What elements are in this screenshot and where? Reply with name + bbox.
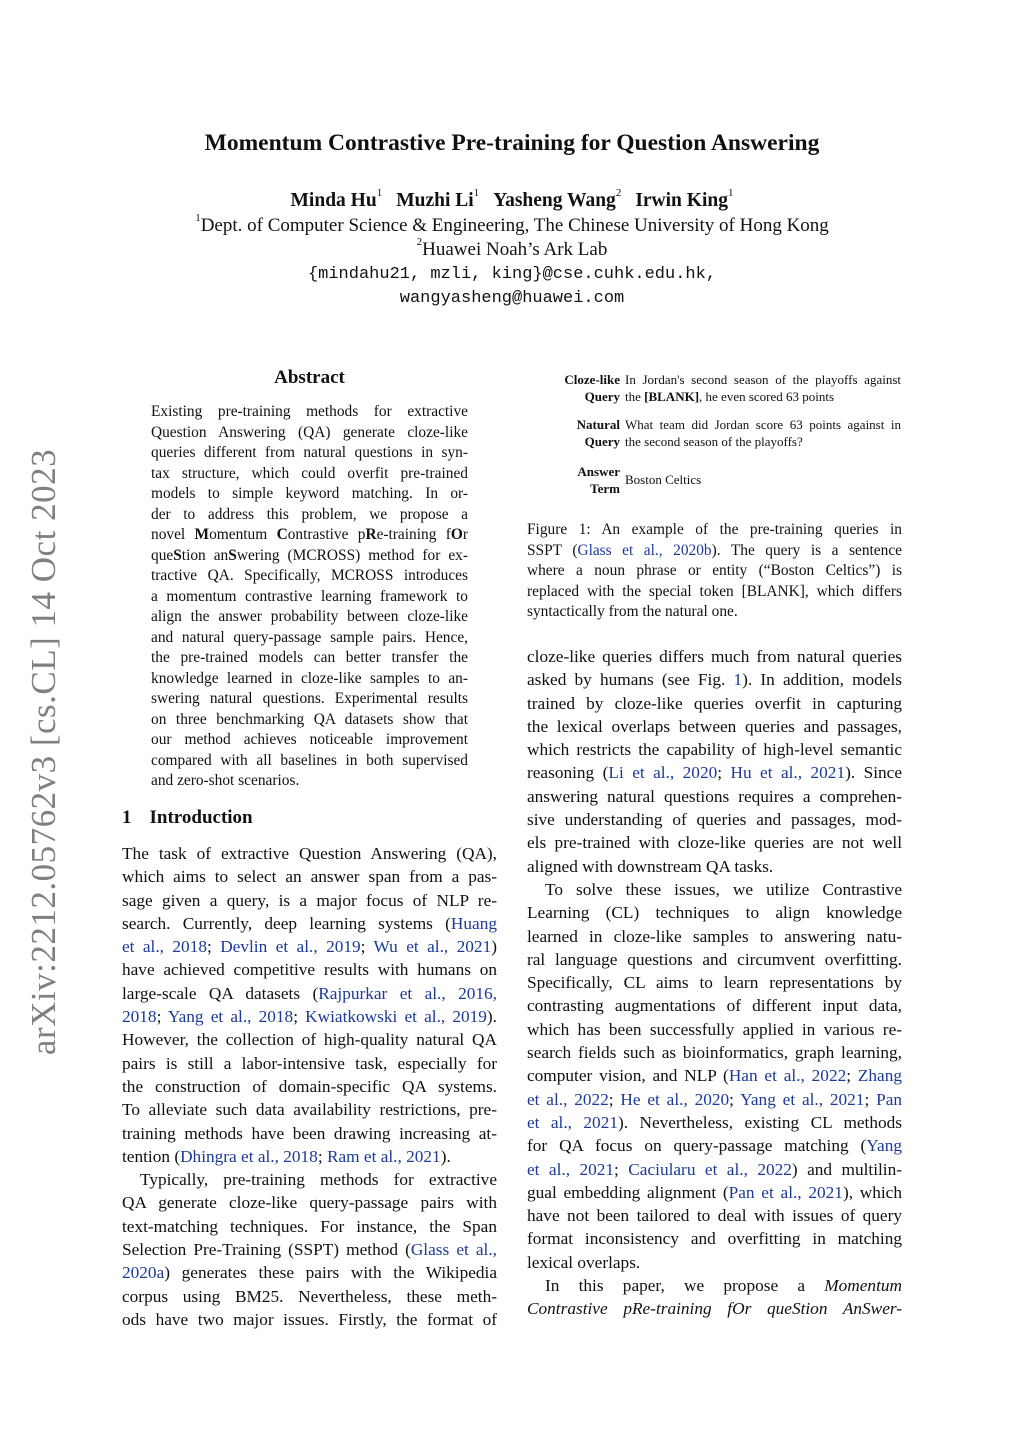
- text-line: et al., 2021). Nevertheless, existing CL methods: [527, 1112, 902, 1132]
- citation-link[interactable]: Yang et al., 2021: [740, 1089, 865, 1109]
- citation-link[interactable]: Yang et al., 2018: [167, 1007, 294, 1027]
- citation-link[interactable]: et al., 2021: [527, 1112, 618, 1132]
- email-line-1: {mindahu21, mzli, king}@cse.cuhk.edu.hk,: [307, 265, 717, 284]
- text-line: and natural query-passage sample pairs. Hence,: [151, 628, 468, 646]
- text-line: cloze-like queries differs much from natural queries: [527, 647, 902, 666]
- text-line: pairs is still a labor-intensive task, especially for: [122, 1053, 497, 1073]
- text-line: SSPT (Glass et al., 2020b). The query is a sentence: [527, 541, 902, 559]
- text-line: novel Momentum Contrastive pRe-training fOr: [151, 526, 469, 543]
- bold-text: M: [194, 526, 210, 543]
- text-line: corpus using BM25. Nevertheless, these meth-: [122, 1286, 497, 1306]
- text-line: for QA focus on query-passage matching (Yang: [527, 1136, 902, 1156]
- bold-text: R: [365, 526, 377, 543]
- text-line: reasoning (Li et al., 2020; Hu et al., 2021). Since: [527, 763, 903, 783]
- figure-text-line: the [BLANK], he even scored 63 points: [625, 389, 835, 404]
- figure-row-text: [625, 416, 901, 450]
- text-line: which aims to select an answer span from a pas-: [122, 867, 497, 887]
- text-line: The task of extractive Question Answering (QA),: [122, 844, 497, 863]
- section-heading-introduction: [122, 807, 253, 829]
- text-line: To solve these issues, we utilize Contrastive: [545, 879, 902, 899]
- introduction-body-right: [527, 645, 902, 1321]
- citation-link[interactable]: Wu et al., 2021: [373, 937, 492, 957]
- citation-link[interactable]: Glass et al.,: [410, 1240, 497, 1260]
- paper-title: Momentum Contrastive Pre-training for Question Answering: [204, 130, 820, 156]
- text-line: Question Answering (QA) generate cloze-like: [151, 423, 468, 441]
- text-line: the pre-trained models can better transfer the: [151, 649, 468, 666]
- figure-row-text: [625, 471, 901, 488]
- bold-text: C: [276, 526, 288, 543]
- citation-link[interactable]: et al., 2021: [527, 1159, 615, 1179]
- text-line: computer vision, and NLP (Han et al., 2022; Zhang: [527, 1066, 903, 1086]
- text-line: Existing pre-training methods for extractive: [151, 403, 468, 420]
- email-line-2: wangyasheng@huawei.com: [399, 289, 625, 308]
- text-line: ods have two major issues. Firstly, the format of: [122, 1309, 497, 1329]
- citation-link[interactable]: 2018: [122, 1007, 157, 1027]
- citation-link[interactable]: et al., 2018: [122, 937, 207, 957]
- citation-link[interactable]: Caciularu et al., 2022: [628, 1159, 792, 1179]
- text-line: which has been successfully applied in various re-: [527, 1019, 902, 1039]
- citation-link[interactable]: Han et al., 2022: [728, 1066, 847, 1086]
- text-line: have not been tailored to deal with issues of query: [527, 1206, 902, 1226]
- text-line: However, the collection of high-quality natural QA: [122, 1030, 497, 1050]
- text-line: where a noun phrase or entity (“Boston Celtics”) is: [527, 562, 902, 579]
- figure-text-line: In Jordan's second season of the playoffs against: [625, 372, 901, 387]
- affiliation-2: [0, 236, 1024, 261]
- text-line: der to address this problem, we propose a: [151, 505, 468, 523]
- affiliation-text: Huawei Noah’s Ark Lab: [422, 239, 608, 260]
- text-line: et al., 2018; Devlin et al., 2019; Wu et al., 2021): [122, 937, 497, 957]
- text-line: trained by cloze-like queries overfit in capturing: [527, 693, 902, 713]
- affiliation-marker: 1: [195, 212, 201, 224]
- text-line: asked by humans (see Fig. 1). In addition, models: [527, 670, 903, 690]
- citation-link[interactable]: Huang: [450, 913, 497, 933]
- text-line: text-matching techniques. For instance, the Span: [122, 1216, 497, 1236]
- figure-row-label: Natural Query: [576, 417, 620, 449]
- text-line: our method achieves noticeable improvement: [151, 731, 468, 748]
- figure-text-line: What team did Jordan score 63 points against in: [625, 417, 901, 432]
- text-line: search fields such as bioinformatics, graph learning,: [527, 1043, 902, 1063]
- figure-1-caption: [527, 520, 902, 623]
- citation-link[interactable]: Ram et al., 2021: [326, 1146, 441, 1166]
- figure-row-label: Cloze-like Query: [564, 372, 620, 404]
- abstract-heading: Abstract: [274, 367, 345, 388]
- affiliation-marker: 1: [376, 187, 383, 199]
- text-line: gual embedding alignment (Pan et al., 2021), which: [527, 1182, 902, 1202]
- citation-link[interactable]: 1: [733, 670, 743, 690]
- text-line: answering natural questions requires a comprehen-: [527, 786, 902, 806]
- text-line: Figure 1: An example of the pre-training queries in: [527, 521, 902, 538]
- text-line: training methods have been drawing increasing at-: [122, 1123, 497, 1143]
- text-line: compared with all baselines in both supervised: [151, 751, 468, 769]
- section-title: Introduction: [149, 807, 253, 828]
- citation-link[interactable]: Yang: [866, 1136, 902, 1156]
- figure-1-table: [520, 371, 910, 501]
- figure-row-text: [625, 371, 901, 405]
- bold-text: O: [450, 526, 463, 543]
- citation-link[interactable]: Pan: [876, 1089, 902, 1109]
- section-number: 1: [122, 807, 132, 828]
- citation-link[interactable]: Li et al., 2020: [608, 763, 718, 783]
- text-line: queries different from natural questions in syn-: [151, 444, 468, 461]
- italic-text: Contrastive pRe-training fOr queStion AnSwer-: [527, 1299, 902, 1319]
- text-line: models to simple keyword matching. In or-: [151, 485, 468, 502]
- text-line: replaced with the special token [BLANK], which differs: [527, 582, 902, 600]
- text-line: Selection Pre-Training (SSPT) method (Glass et al.,: [122, 1240, 497, 1260]
- italic-text: Momentum: [824, 1276, 902, 1296]
- text-line: ral language questions and circumvent overfitting.: [527, 949, 902, 969]
- citation-link[interactable]: et al., 2022: [527, 1089, 609, 1109]
- bold-text: S: [173, 546, 182, 564]
- figure-text-line: Boston Celtics: [625, 472, 702, 487]
- text-line: In this paper, we propose a Momentum: [545, 1276, 902, 1296]
- citation-link[interactable]: Zhang: [857, 1066, 903, 1086]
- text-line: sage given a query, is a major focus of NLP re-: [122, 890, 497, 910]
- text-line: [527, 1297, 902, 1320]
- text-line: To alleviate such data availability restrictions, pre-: [122, 1100, 497, 1120]
- text-line: et al., 2022; He et al., 2020; Yang et al., 2021; Pan: [527, 1089, 902, 1109]
- citation-link[interactable]: Rajpurkar et al., 2016,: [318, 983, 497, 1003]
- bold-text: [BLANK]: [644, 389, 700, 404]
- text-line: the lexical overlaps between queries and passages,: [527, 716, 902, 736]
- text-line: syntactically from the natural one.: [527, 603, 738, 620]
- citation-link[interactable]: Hu et al., 2021: [730, 763, 846, 783]
- text-line: have achieved competitive results with humans on: [122, 960, 497, 980]
- text-line: contrasting augmentations of different input data,: [527, 996, 902, 1016]
- figure-text-line: the second season of the playoffs?: [625, 434, 803, 449]
- text-line: align the answer probability between cloze-like: [151, 608, 468, 625]
- text-line: sive understanding of queries and passages, mod-: [527, 810, 902, 830]
- citation-link[interactable]: Pan et al., 2021: [728, 1182, 843, 1202]
- text-line: which restricts the capability of high-level semantic: [527, 740, 902, 760]
- text-line: els pre-trained with cloze-like queries are not well: [527, 833, 902, 853]
- text-line: Specifically, CL aims to learn representations by: [527, 973, 902, 993]
- text-line: a momentum contrastive learning framework to: [151, 587, 468, 605]
- author-name: Irwin King$^1$: [635, 187, 734, 211]
- text-line: queStion anSwering (MCROSS) method for ex-: [151, 546, 468, 564]
- author-name: Minda Hu$^1$: [290, 187, 383, 211]
- text-line: QA generate cloze-like query-passage pairs with: [122, 1193, 497, 1213]
- affiliation-text: Dept. of Computer Science & Engineering, The Chinese University of Hong Kong: [200, 215, 829, 236]
- citation-link[interactable]: Kwiatkowski et al., 2019: [305, 1007, 487, 1027]
- text-line: learned in cloze-like samples to answering natu-: [527, 926, 902, 946]
- citation-link[interactable]: 2020a: [122, 1263, 165, 1283]
- author-name: Yasheng Wang$^2$: [493, 187, 622, 211]
- text-line: swering natural questions. Experimental results: [151, 690, 468, 707]
- text-line: tax structure, which could overfit pre-trained: [151, 464, 468, 482]
- text-line: tractive QA. Specifically, MCROSS introduces: [151, 567, 468, 584]
- text-line: lexical overlaps.: [527, 1252, 641, 1272]
- author-name: Muzhi Li$^1$: [396, 187, 480, 211]
- citation-link[interactable]: 2020b: [673, 541, 712, 559]
- affiliation-1: [0, 212, 1024, 237]
- introduction-body-left: [122, 842, 497, 1331]
- text-line: format inconsistency and overfitting in matching: [527, 1229, 902, 1249]
- citation-link[interactable]: Glass et al.,: [577, 541, 663, 559]
- citation-link[interactable]: Devlin et al., 2019: [220, 937, 361, 957]
- citation-link[interactable]: He et al., 2020: [620, 1089, 730, 1109]
- text-line: large-scale QA datasets (Rajpurkar et al., 2016,: [122, 983, 497, 1003]
- text-line: and zero-shot scenarios.: [151, 772, 300, 789]
- affiliation-marker: 1: [473, 187, 480, 199]
- affiliation-marker: 2: [615, 187, 622, 199]
- text-line: Learning (CL) techniques to align knowledge: [527, 903, 902, 923]
- bold-text: S: [228, 546, 237, 564]
- text-line: et al., 2021; Caciularu et al., 2022) and multilin-: [527, 1159, 902, 1179]
- citation-link[interactable]: Dhingra et al., 2018: [180, 1146, 318, 1166]
- figure-row-label: Answer Term: [577, 464, 620, 496]
- text-line: the construction of domain-specific QA systems.: [122, 1076, 497, 1096]
- text-line: Typically, pre-training methods for extractive: [140, 1170, 497, 1190]
- text-line: knowledge learned in cloze-like samples to an-: [151, 669, 468, 687]
- abstract-body: [151, 402, 468, 792]
- text-line: on three benchmarking QA datasets show that: [151, 710, 468, 728]
- text-line: aligned with downstream QA tasks.: [527, 856, 774, 876]
- text-line: 2020a) generates these pairs with the Wikipedia: [122, 1263, 497, 1283]
- text-line: search. Currently, deep learning systems (Huang: [122, 913, 497, 933]
- text-line: 2018; Yang et al., 2018; Kwiatkowski et al., 2019).: [122, 1007, 497, 1027]
- affiliation-marker: 2: [416, 236, 423, 248]
- text-line: tention (Dhingra et al., 2018; Ram et al., 2021).: [122, 1146, 451, 1166]
- arxiv-identifier-stamp: arXiv:2212.05762v3 [cs.CL] 14 Oct 2023: [24, 448, 63, 1056]
- author-list: [0, 187, 1024, 212]
- affiliation-marker: 1: [727, 187, 734, 199]
